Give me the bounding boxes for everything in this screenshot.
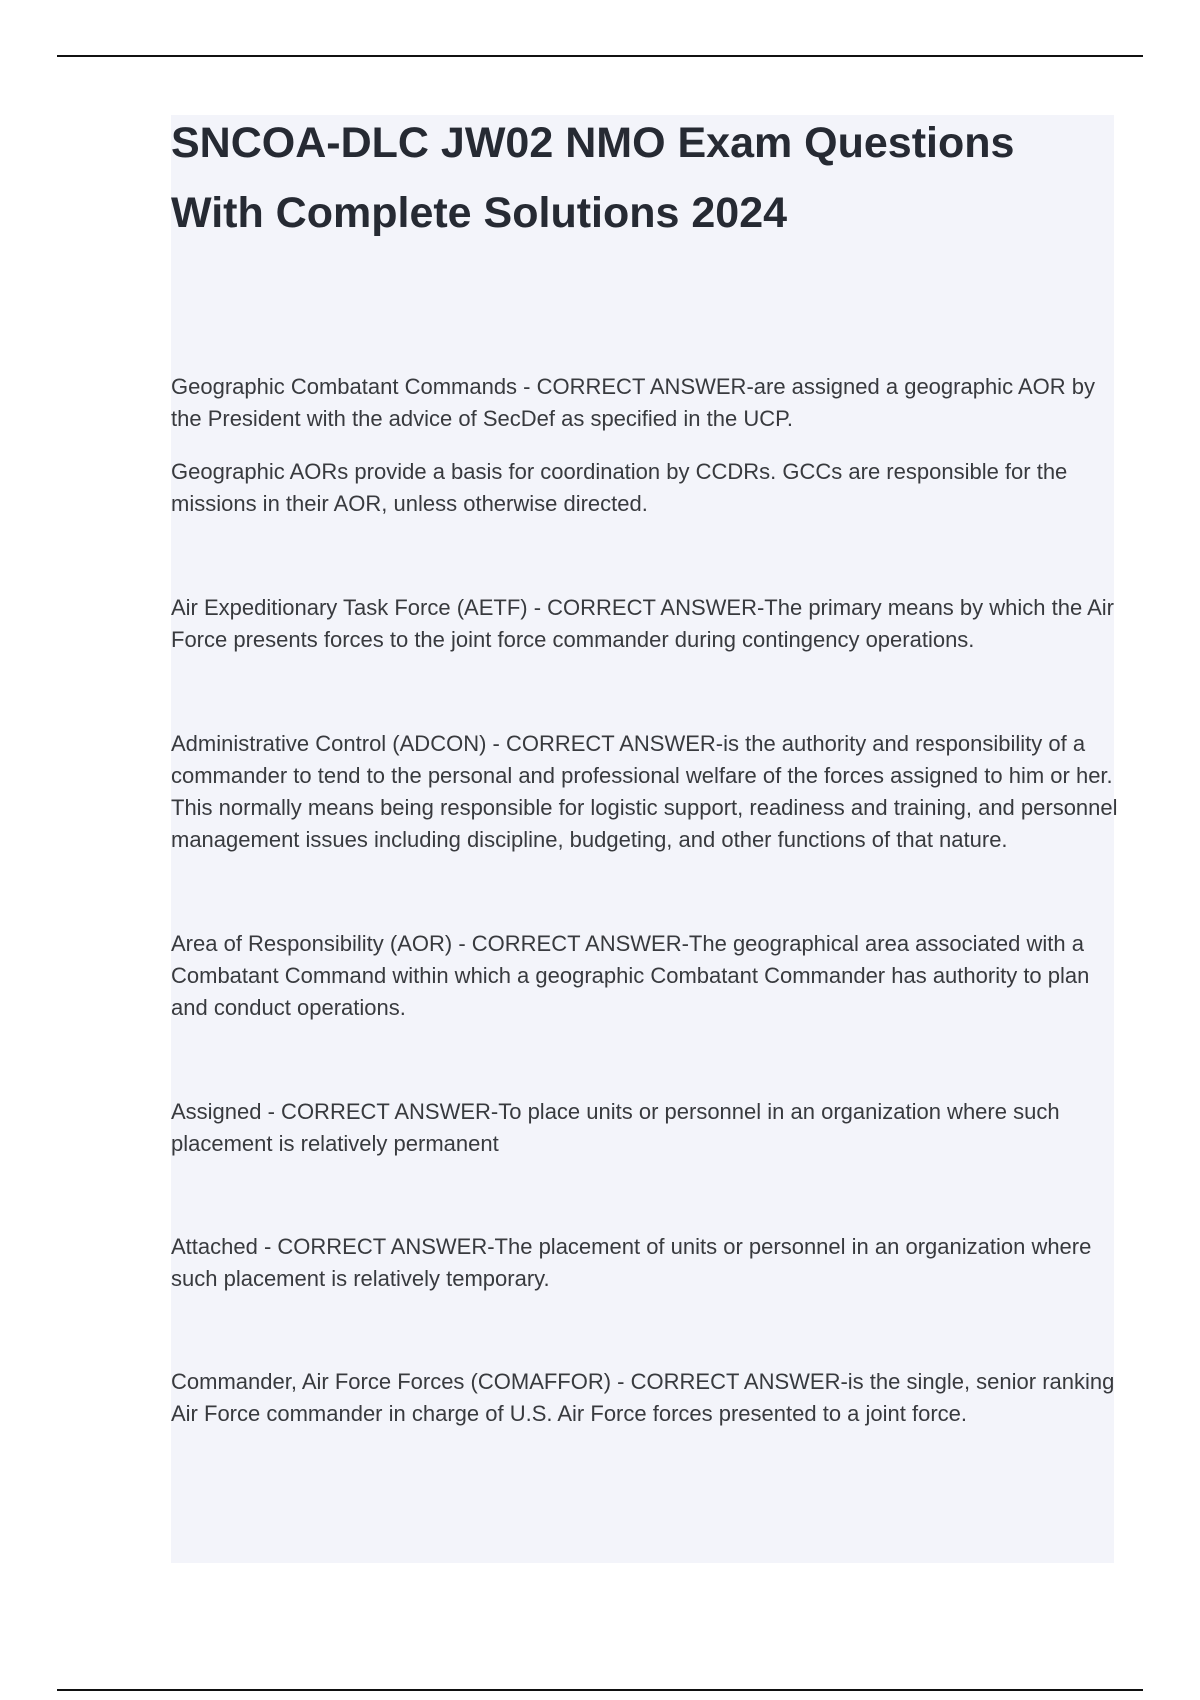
entry-paragraph: Air Expeditionary Task Force (AETF) - CORRECT ANSWER-The primary means by which the Air Force presents forces to the joint force commander during contingency operations. [171, 595, 1114, 652]
entry-paragraph: Area of Responsibility (AOR) - CORRECT ANSWER-The geographical area associated with a Combatant Command within which a geographic Combatant Commander has authority to plan and conduct operations. [171, 931, 1090, 1020]
entry-paragraph: Commander, Air Force Forces (COMAFFOR) - CORRECT ANSWER-is the single, senior ranking Air Force commander in charge of U.S. Air Force forces presented to a joint force. [171, 1369, 1115, 1426]
qa-entry [171, 592, 1121, 656]
qa-entry-list [171, 371, 1121, 1430]
qa-entry [171, 928, 1121, 1024]
bottom-divider [57, 1689, 1143, 1691]
entry-paragraph: Attached - CORRECT ANSWER-The placement of units or personnel in an organization where such placement is relatively temporary. [171, 1234, 1092, 1291]
entry-paragraph: Geographic Combatant Commands - CORRECT ANSWER-are assigned a geographic AOR by the President with the advice of SecDef as specified in the UCP. [171, 374, 1095, 431]
entry-paragraph: Administrative Control (ADCON) - CORRECT ANSWER-is the authority and responsibility of a commander to tend to the personal and professional welfare of the forces assigned to him or her. This normally means being responsible for logistic support, readiness and training, and personnel management issues including discipline, budgeting, and other functions of that nature. [171, 731, 1118, 852]
qa-entry [171, 1096, 1121, 1160]
top-divider [57, 55, 1143, 57]
entry-paragraph: Geographic AORs provide a basis for coordination by CCDRs. GCCs are responsible for the missions in their AOR, unless otherwise directed. [171, 459, 1068, 516]
qa-entry [171, 1366, 1121, 1430]
qa-entry [171, 371, 1121, 520]
qa-entry [171, 1231, 1121, 1295]
entry-paragraph: Assigned - CORRECT ANSWER-To place units or personnel in an organization where such placement is relatively permanent [171, 1099, 1060, 1156]
qa-entry [171, 728, 1121, 856]
document-title: SNCOA-DLC JW02 NMO Exam Questions With Complete Solutions 2024 [171, 119, 1015, 237]
